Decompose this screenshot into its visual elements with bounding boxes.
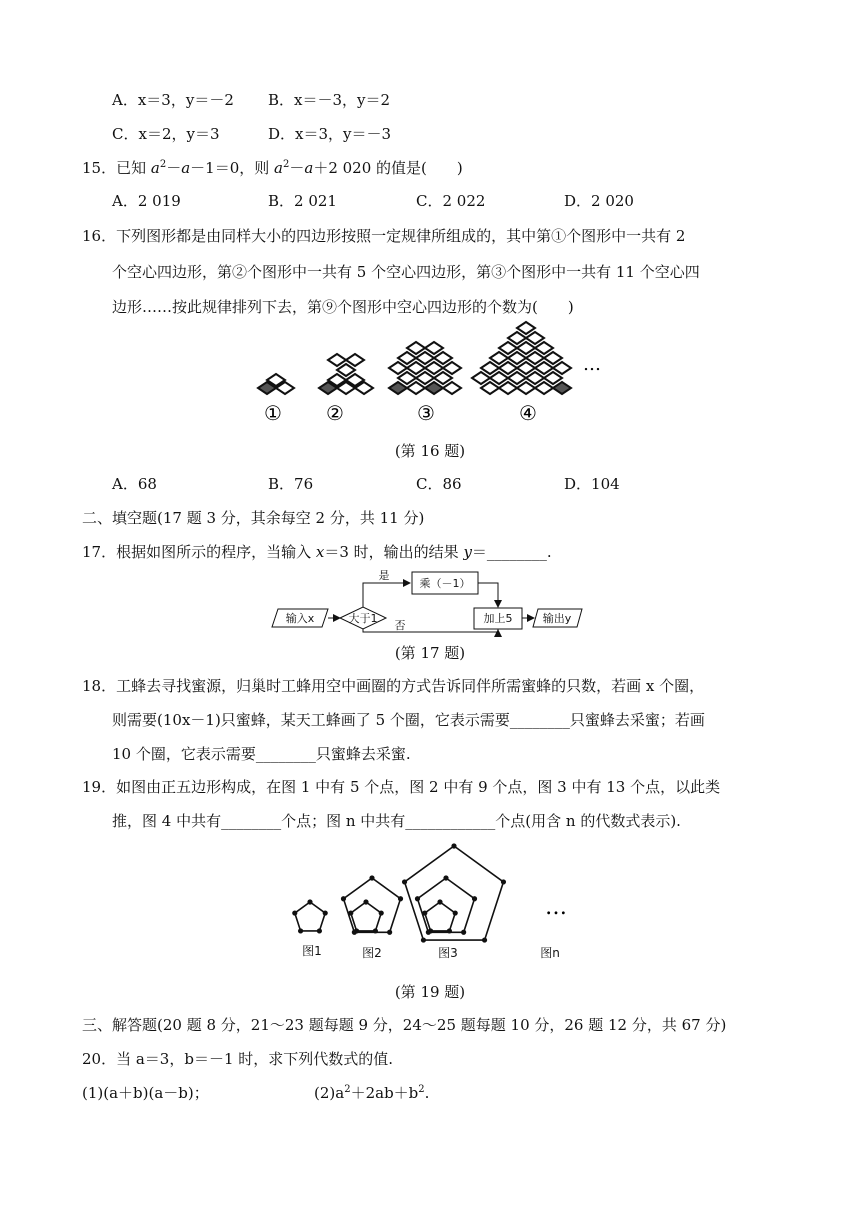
filled-quad (425, 382, 443, 394)
vertex-dot (452, 844, 456, 848)
vertex-dot (438, 900, 442, 904)
vertex-dot (473, 897, 477, 901)
hollow-quad (346, 354, 364, 366)
q16-line2: 个空心四边形，第②个图形中一共有 5 个空心四边形，第③个图形中一共有 11 个空心四 (112, 263, 700, 281)
hollow-quad (508, 332, 526, 344)
flow-multiply-label: 乘（－1） (419, 577, 471, 590)
pentagon-fig2-inner (351, 902, 381, 931)
section2-title: 二、填空题(17 题 3 分，其余每空 2 分，共 11 分) (82, 509, 425, 527)
section3-title: 三、解答题(20 题 8 分，21～23 题每题 9 分，24～25 题每题 10 分，26 题 12 分，共 67 分) (82, 1016, 727, 1034)
pentagon-fig1 (295, 902, 325, 931)
hollow-quad (407, 382, 425, 394)
vertex-dot (308, 900, 312, 904)
pentagon-fig3-outer (405, 846, 504, 940)
hollow-quad (407, 342, 425, 354)
q16-fig-label-4: ④ (519, 401, 537, 425)
hollow-quad (416, 372, 434, 384)
q14-option-b: B．x＝－3，y＝2 (268, 91, 391, 109)
q15-stem: 15．已知 $a^2-a-1=0$，则 $a^2-a+2$ 020 的值是( ) (82, 159, 463, 177)
hollow-quad (328, 354, 346, 366)
hollow-quad (398, 372, 416, 384)
hollow-quad (517, 322, 535, 334)
hollow-quad (517, 362, 535, 374)
hollow-quad (472, 372, 490, 384)
q19-fig-label-2: 图2 (362, 946, 382, 960)
hollow-quad (407, 362, 425, 374)
vertex-dot (403, 880, 407, 884)
vertex-dot (423, 911, 427, 915)
q17-flowchart (272, 566, 572, 636)
vertex-dot (342, 897, 346, 901)
hollow-quad (544, 352, 562, 364)
hollow-quad (517, 382, 535, 394)
vertex-dot (502, 880, 506, 884)
pentagon-fig2-outer (343, 878, 400, 932)
hollow-quad (425, 362, 443, 374)
hollow-quad (526, 372, 544, 384)
q15-option-d: D．2 020 (564, 192, 634, 210)
flow-decision-label: 大于1 (348, 612, 378, 625)
hollow-quad (526, 352, 544, 364)
q19-line2: 推，图 4 中共有________个点；图 n 中共有____________个点(用含 n 的代数式表示). (112, 812, 681, 830)
vertex-dot (364, 900, 368, 904)
vertex-dot (379, 911, 383, 915)
hollow-quad (481, 362, 499, 374)
hollow-quad (544, 372, 562, 384)
vertex-dot (349, 911, 353, 915)
q15-option-a: A．2 019 (112, 192, 181, 210)
q20-part1: (1)(a＋b)(a－b)； (82, 1084, 209, 1102)
flow-input-label: 输入x (285, 612, 315, 625)
flow-no-label: 否 (394, 619, 406, 632)
vertex-dot (353, 930, 357, 934)
q20-stem: 20．当 a＝3，b＝－1 时，求下列代数式的值. (82, 1050, 394, 1068)
vertex-dot (299, 929, 303, 933)
vertex-dot (416, 897, 420, 901)
q16-line3: 边形……按此规律排列下去，第⑨个图形中空心四边形的个数为( ) (112, 298, 574, 316)
q20-part2: $(2)a^2+2ab+b^2$. (314, 1084, 430, 1102)
flow-add-label: 加上5 (483, 612, 513, 625)
q18-line2: 则需要(10x－1)只蜜蜂，某天工蜂画了 5 个圈，它表示需要________只蜜蜂去采蜜；若画 (112, 711, 705, 729)
q16-ellipsis: … (583, 354, 601, 375)
hollow-quad (535, 342, 553, 354)
q14-option-d: D．x＝3，y＝－3 (268, 125, 392, 143)
hollow-quad (535, 362, 553, 374)
q18-line3: 10 个圈，它表示需要________只蜜蜂去采蜜. (112, 745, 411, 763)
hollow-quad (416, 352, 434, 364)
q19-fig-label-1: 图1 (302, 944, 322, 958)
hollow-quad (508, 372, 526, 384)
q17-stem: 17．根据如图所示的程序，当输入 x＝3 时，输出的结果 y＝________. (82, 543, 552, 561)
q19-figure (280, 838, 580, 968)
vertex-dot (444, 876, 448, 880)
q16-option-a: A．68 (112, 475, 157, 493)
hollow-quad (434, 372, 452, 384)
filled-quad (553, 382, 571, 394)
vertex-dot (370, 876, 374, 880)
q16-figure (240, 320, 620, 430)
q16-fig-label-1: ① (264, 401, 282, 425)
hollow-quad (535, 382, 553, 394)
pentagon-fig3-mid (417, 878, 474, 932)
hollow-quad (490, 372, 508, 384)
hollow-quad (499, 382, 517, 394)
pentagon-fig3-inner (425, 902, 455, 931)
filled-quad (389, 382, 407, 394)
hollow-quad (499, 342, 517, 354)
q19-fig-label-n: 图n (540, 946, 560, 960)
q16-line1: 16．下列图形都是由同样大小的四边形按照一定规律所组成的，其中第①个图形中一共有 2 (82, 227, 686, 245)
hollow-quad (517, 342, 535, 354)
hollow-quad (434, 352, 452, 364)
q19-fig-label-3: 图3 (438, 946, 458, 960)
hollow-quad (553, 362, 571, 374)
vertex-dot (427, 930, 431, 934)
vertex-dot (323, 911, 327, 915)
q16-fig-label-3: ③ (417, 401, 435, 425)
vertex-dot (453, 911, 457, 915)
hollow-quad (337, 364, 355, 376)
hollow-quad (508, 352, 526, 364)
hollow-quad (443, 382, 461, 394)
q16-option-c: C．86 (416, 475, 462, 493)
q18-line1: 18．工蜂去寻找蜜源，归巢时工蜂用空中画圈的方式告诉同伴所需蜜蜂的只数，若画 x 个圈， (82, 677, 705, 695)
vertex-dot (462, 930, 466, 934)
hollow-quad (398, 352, 416, 364)
hollow-quad (526, 332, 544, 344)
vertex-dot (318, 929, 322, 933)
q14-option-a: A．x＝3，y＝－2 (112, 91, 234, 109)
vertex-dot (388, 930, 392, 934)
q16-caption: (第 16 题) (394, 442, 466, 460)
vertex-dot (293, 911, 297, 915)
q19-ellipsis: … (545, 895, 567, 920)
vertex-dot (399, 897, 403, 901)
hollow-quad (389, 362, 407, 374)
q15-option-b: B．2 021 (268, 192, 337, 210)
q17-caption: (第 17 题) (394, 644, 466, 662)
q16-fig-label-2: ② (326, 401, 344, 425)
hollow-quad (425, 342, 443, 354)
hollow-quad (443, 362, 461, 374)
hollow-quad (499, 362, 517, 374)
q16-option-b: B．76 (268, 475, 314, 493)
hollow-quad (481, 382, 499, 394)
vertex-dot (422, 938, 426, 942)
q19-line1: 19．如图由正五边形构成，在图 1 中有 5 个点，图 2 中有 9 个点，图 3 中有 13 个点，以此类 (82, 778, 721, 796)
q14-option-c: C．x＝2，y＝3 (112, 125, 220, 143)
q16-option-d: D．104 (564, 475, 620, 493)
flow-output-label: 输出y (542, 612, 572, 625)
hollow-quad (490, 352, 508, 364)
q15-option-c: C．2 022 (416, 192, 486, 210)
vertex-dot (483, 938, 487, 942)
q19-caption: (第 19 题) (394, 983, 466, 1001)
flow-yes-label: 是 (378, 569, 390, 582)
